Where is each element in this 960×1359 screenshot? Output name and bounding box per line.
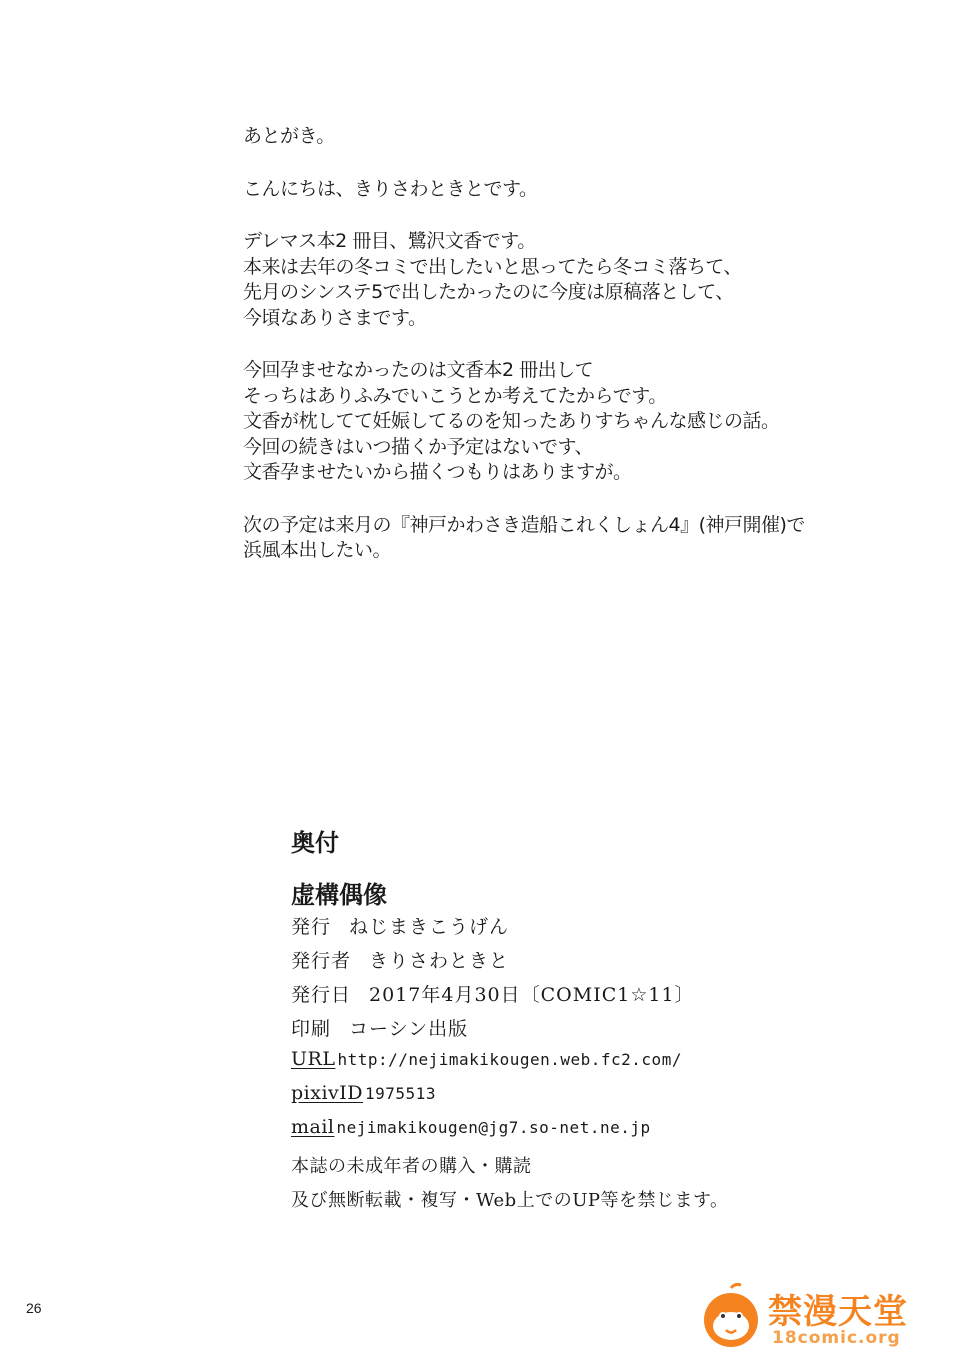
- mail-label: mail: [291, 1116, 335, 1138]
- publisher-value: ねじまきこうげん: [349, 916, 510, 938]
- afterword-greeting: こんにちは、きりさわときとです。: [243, 177, 538, 200]
- printer-row: [291, 1014, 851, 1048]
- watermark: [696, 1282, 928, 1352]
- date-row: [291, 980, 851, 1014]
- colophon: [291, 826, 851, 1218]
- afterword-line: 次の予定は来月の『神戸かわさき造船これくしょん4』(神戸開催)で: [243, 513, 805, 536]
- pixiv-label: pixivID: [291, 1082, 364, 1104]
- afterword-line: 文香孕ませたいから描くつもりはありますが。: [243, 461, 632, 483]
- pixiv-value: 1975513: [365, 1084, 436, 1103]
- colophon-heading: 奥付: [291, 829, 339, 857]
- issuer-label: 発行者: [291, 950, 352, 972]
- watermark-title: 禁漫天堂: [768, 1292, 908, 1332]
- book-title: 虚構偶像: [291, 881, 387, 909]
- afterword-line: 先月のシンステ5で出したかったのに今度は原稿落として、: [243, 281, 734, 303]
- date-value: 2017年4月30日〔COMIC1☆11〕: [369, 984, 695, 1006]
- afterword-line: 今回の続きはいつ描くか予定はないです、: [243, 435, 593, 458]
- afterword-line: 浜風本出したい。: [243, 539, 392, 561]
- watermark-mascot-icon: [696, 1282, 766, 1352]
- afterword-line: デレマス本2 冊目、鷺沢文香です。: [243, 230, 536, 252]
- afterword-line: 本来は去年の冬コミで出したいと思ってたら冬コミ落ちて、: [243, 255, 742, 278]
- printer-value: コーシン出版: [349, 1018, 469, 1040]
- url-value: http://nejimakikougen.web.fc2.com/: [337, 1050, 682, 1069]
- afterword-line: 文香が枕してて妊娠してるのを知ったありすちゃんな感じの話。: [243, 410, 780, 432]
- publisher-row: [291, 912, 851, 946]
- notice-line: 及び無断転載・複写・Web上でのUP等を禁じます。: [291, 1190, 729, 1211]
- afterword-line: そっちはありふみでいこうとか考えてたからです。: [243, 384, 667, 407]
- date-label: 発行日: [291, 984, 352, 1006]
- issuer-row: [291, 946, 851, 980]
- notice-line: 本誌の未成年者の購入・購読: [291, 1156, 532, 1177]
- url-label: URL: [291, 1048, 336, 1070]
- pixiv-row: [291, 1082, 851, 1116]
- mail-value: nejimakikougen@jg7.so-net.ne.jp: [336, 1118, 651, 1137]
- mail-row: [291, 1116, 851, 1150]
- publisher-label: 発行: [291, 916, 332, 938]
- afterword-line: 今頃なありさまです。: [243, 306, 427, 329]
- url-row: [291, 1048, 851, 1082]
- watermark-url: 18comic.org: [772, 1328, 901, 1348]
- afterword-line: 今回孕ませなかったのは文香本2 冊出して: [243, 359, 594, 381]
- afterword-title: あとがき。: [243, 125, 335, 147]
- afterword: [243, 124, 863, 564]
- issuer-value: きりさわときと: [369, 950, 510, 972]
- page-number: 26: [26, 1300, 42, 1316]
- printer-label: 印刷: [291, 1018, 332, 1040]
